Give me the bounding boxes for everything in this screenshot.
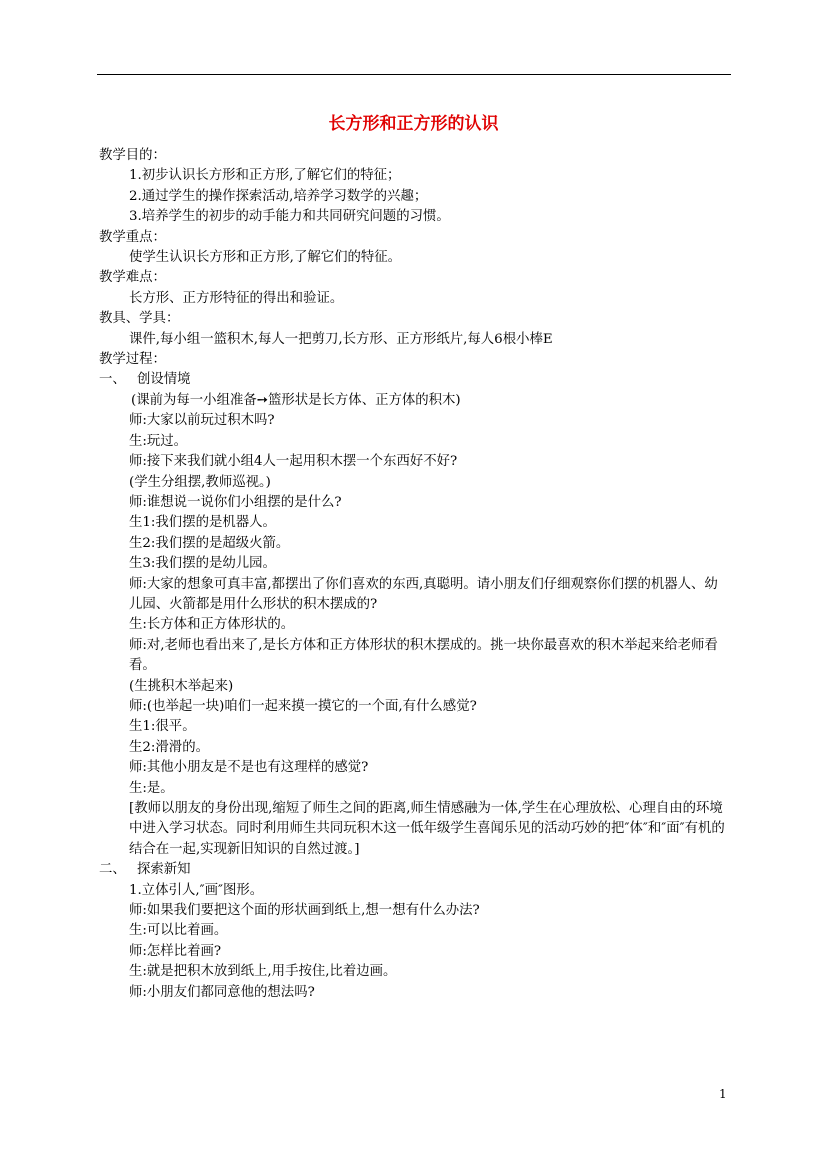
text-line: 教学过程： — [99, 352, 166, 368]
text-line: 师:如果我们要把这个面的形状画到纸上,想一想有什么办法? — [129, 903, 480, 919]
document-title: 长方形和正方形的认识 — [328, 114, 499, 134]
text-line: 生:是。 — [129, 780, 174, 796]
text-line: 使学生认识长方形和正方形,了解它们的特征。 — [129, 250, 402, 266]
text-line: 生2:滑滑的。 — [129, 739, 209, 755]
header-rule — [97, 74, 731, 75]
text-line — [99, 370, 731, 390]
text-line: 生1:我们摆的是机器人。 — [129, 515, 276, 531]
text-line — [99, 860, 731, 880]
text-line: 生:玩过。 — [129, 433, 188, 449]
text-line: 教具、学具： — [99, 311, 180, 327]
text-line: 师:怎样比着画? — [129, 943, 222, 959]
text-line: 1.立体引人,″画″图形。 — [129, 882, 264, 898]
text-line: 2.通过学生的操作探索活动,培养学习数学的兴趣； — [129, 188, 428, 204]
text-line: 长方形、正方形特征的得出和验证。 — [129, 290, 344, 306]
text-line: 生:可以比着画。 — [129, 923, 228, 939]
text-line: (学生分组摆,教师巡视。) — [129, 474, 271, 490]
text-line: 师:大家以前玩过积木吗? — [129, 413, 275, 429]
section-number: 二、 — [99, 862, 126, 878]
text-line: 生1:很平。 — [129, 719, 196, 735]
text-line: 师:接下来我们就小组4人一起用积木摆一个东西好不好? — [129, 454, 458, 470]
text-line: 生:长方体和正方体形状的。 — [129, 617, 295, 633]
text-line: 师:(也举起一块)咱们一起来摸一摸它的一个面,有什么感觉? — [129, 698, 477, 714]
section-number: 一、 — [99, 372, 126, 388]
text-line: 生:就是把积木放到纸上,用手按住,比着边画。 — [129, 964, 397, 980]
text-line: 3.培养学生的初步的动手能力和共同研究问题的习惯。 — [129, 209, 450, 225]
document-body — [99, 146, 731, 1003]
text-line: 生2:我们摆的是超级火箭。 — [129, 535, 290, 551]
text-line: 师:大家的想象可真丰富,都摆出了你们喜欢的东西,真聪明。请小朋友们仔细观察你们摆的机器人、幼儿园、火箭都是用什么形状的积木摆成的? — [129, 576, 718, 612]
text-line: 师:小朋友们都同意他的想法吗? — [129, 984, 315, 1000]
text-line: 师:其他小朋友是不是也有这理样的感觉? — [129, 760, 369, 776]
text-line: 教学重点： — [99, 229, 166, 245]
text-line: 师:谁想说一说你们小组摆的是什么? — [129, 494, 342, 510]
text-line: (课前为每一小组准备➙篮形状是长方体、正方体的积木) — [131, 392, 461, 408]
section-heading: 探索新知 — [137, 862, 191, 878]
text-line: 教学目的： — [99, 148, 166, 163]
text-line: 课件,每小组一篮积木,每人一把剪刀,长方形、正方形纸片,每人6根小棒E — [129, 331, 553, 347]
text-line: 1.初步认识长方形和正方形,了解它们的特征； — [129, 168, 401, 184]
text-line: 师:对,老师也看出来了,是长方体和正方体形状的积木摆成的。挑一块你最喜欢的积木举起来给老师看看。 — [129, 637, 718, 674]
page-number: 1 — [719, 1087, 727, 1101]
text-line: (生挑积木举起来) — [129, 678, 234, 694]
text-line: 生3:我们摆的是幼儿园。 — [129, 556, 276, 572]
text-line: [教师以朋友的身份出现,缩短了师生之间的距离,师生情感融为一体,学生在心理放松、心理自由的环境中进入学习状态。同时利用师生共同玩积木这一低年级学生喜闻乐见的活动巧妙的把″体″和″面″有机的结合在一起,实现新旧知识的自然过渡。] — [129, 801, 725, 857]
section-heading: 创设情境 — [137, 372, 191, 388]
text-line: 教学难点： — [99, 270, 166, 286]
